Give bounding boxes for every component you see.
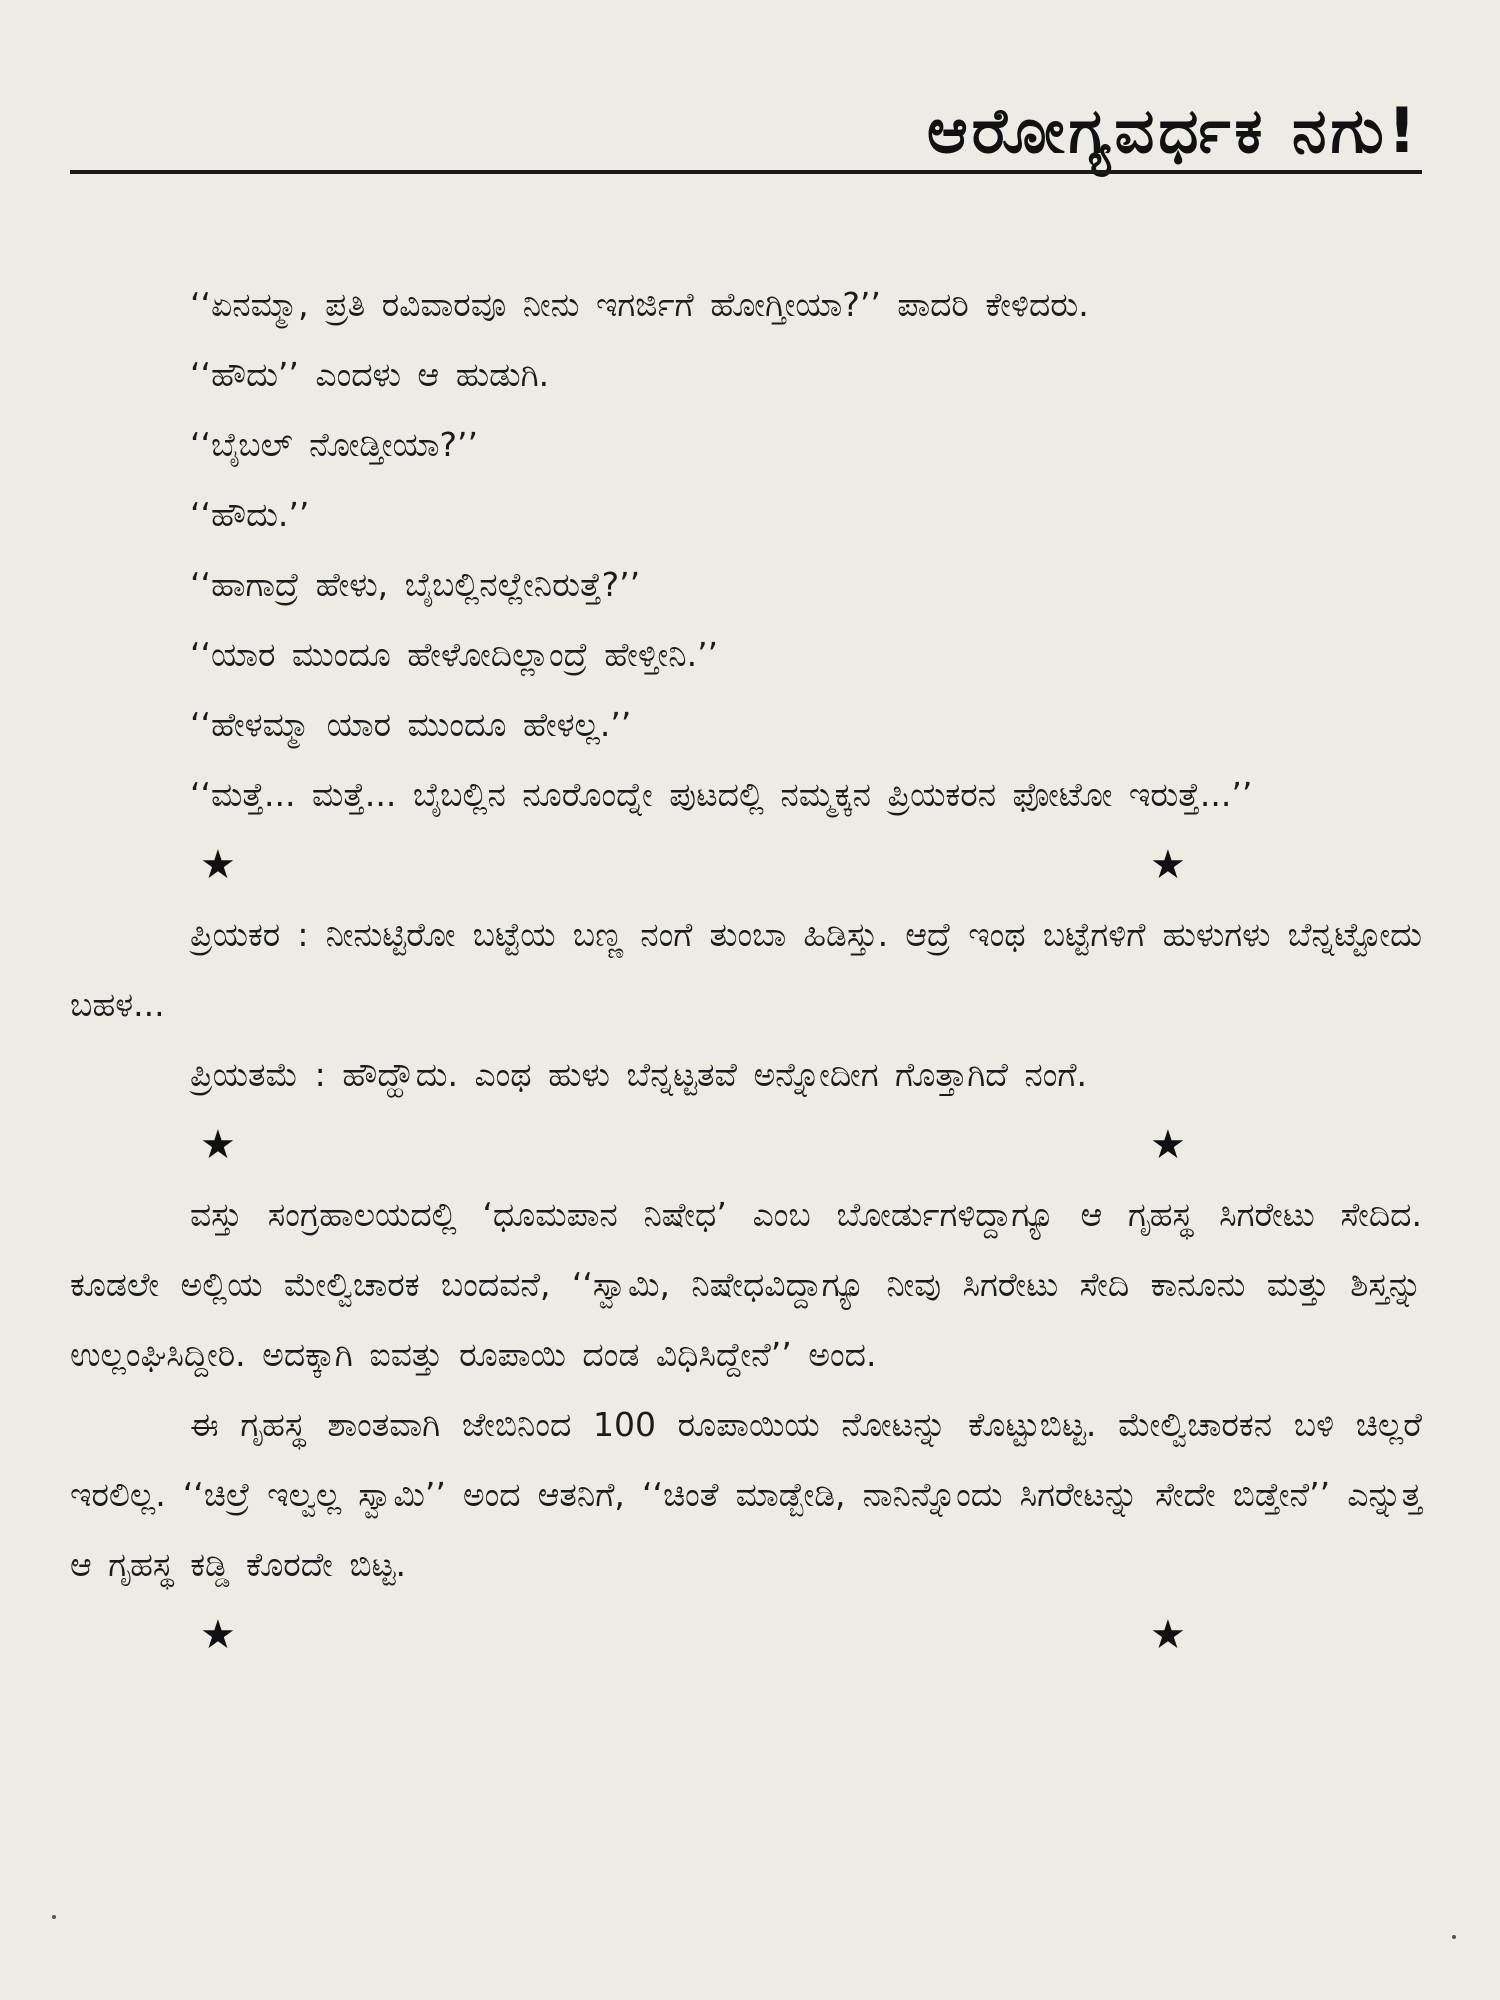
star-icon: ★ [200, 1612, 236, 1658]
section-separator-1 [70, 830, 1422, 900]
joke3-paragraph-1: ವಸ್ತು ಸಂಗ್ರಹಾಲಯದಲ್ಲಿ ‘ಧೂಮಪಾನ ನಿಷೇಧ’ ಎಂಬ ಬೋರ್ಡುಗಳಿದ್ದಾಗ್ಯೂ ಆ ಗೃಹಸ್ಥ ಸಿಗರೇಟು ಸೇದಿದ. ಕೂಡಲೇ ಅಲ್ಲಿಯ ಮೇಲ್ವಿಚಾರಕ ಬಂದವನೆ, ‘‘ಸ್ವಾಮಿ, ನಿಷೇಧವಿದ್ದಾಗ್ಯೂ ನೀವು ಸಿಗರೇಟು ಸೇದಿ ಕಾನೂನು ಮತ್ತು ಶಿಸ್ತನ್ನು ಉಲ್ಲಂಘಿಸಿದ್ದೀರಿ. ಅದಕ್ಕಾಗಿ ಐವತ್ತು ರೂಪಾಯಿ ದಂಡ ವಿಧಿಸಿದ್ದೇನೆ’’ ಅಂದ. [70, 1195, 1422, 1374]
joke1-paragraph-6: ‘‘ಯಾರ ಮುಂದೂ ಹೇಳೋದಿಲ್ಲಾಂದ್ರೆ ಹೇಳ್ತೀನಿ.’’ [190, 635, 719, 674]
joke1-paragraph-4: ‘‘ಹೌದು.’’ [190, 495, 310, 534]
joke1-paragraph-3: ‘‘ಬೈಬಲ್ ನೋಡ್ತೀಯಾ?’’ [190, 425, 478, 464]
star-icon: ★ [200, 1122, 236, 1168]
joke2-paragraph-2: ಪ್ರಿಯತಮೆ : ಹೌದ್ಹೌದು. ಎಂಥ ಹುಳು ಬೆನ್ನಟ್ಟತವೆ ಅನ್ನೋದೀಗ ಗೊತ್ತಾಗಿದೆ ನಂಗೆ. [190, 1055, 1088, 1094]
joke1-paragraph-8: ‘‘ಮತ್ತೆ... ಮತ್ತೆ... ಬೈಬಲ್ಲಿನ ನೂರೊಂದ್ನೇ ಪುಟದಲ್ಲಿ ನಮ್ಮಕ್ಕನ ಪ್ರಿಯಕರನ ಫೋಟೋ ಇರುತ್ತೆ...’’ [190, 775, 1253, 814]
joke1-paragraph-5: ‘‘ಹಾಗಾದ್ರೆ ಹೇಳು, ಬೈಬಲ್ಲಿನಲ್ಲೇನಿರುತ್ತೆ?’’ [190, 565, 641, 604]
joke1-paragraph-1: ‘‘ಏನಮ್ಮಾ, ಪ್ರತಿ ರವಿವಾರವೂ ನೀನು ಇಗರ್ಜಿಗೆ ಹೋಗ್ತೀಯಾ?’’ ಪಾದರಿ ಕೇಳಿದರು. [190, 285, 1089, 324]
star-icon: ★ [1150, 1612, 1186, 1658]
star-icon: ★ [200, 842, 236, 888]
joke2-paragraph-1: ಪ್ರಿಯಕರ : ನೀನುಟ್ಟಿರೋ ಬಟ್ಟೆಯ ಬಣ್ಣ ನಂಗೆ ತುಂಬಾ ಹಿಡಿಸ್ತು. ಆದ್ರೆ ಇಂಥ ಬಟ್ಟೆಗಳಿಗೆ ಹುಳುಗಳು ಬೆನ್ನಟ್ಟೋದು ಬಹಳ... [70, 915, 1422, 1024]
joke1-paragraph-2: ‘‘ಹೌದು’’ ಎಂದಳು ಆ ಹುಡುಗಿ. [190, 355, 550, 394]
page-title: ಆರೋಗ್ಯವರ್ಧಕ ನಗು! [926, 93, 1420, 167]
joke-section-3 [70, 1180, 1422, 1600]
joke-section-1 [70, 270, 1422, 830]
section-separator-3 [70, 1600, 1422, 1670]
star-icon: ★ [1150, 1122, 1186, 1168]
section-separator-2 [70, 1110, 1422, 1180]
joke1-paragraph-7: ‘‘ಹೇಳಮ್ಮಾ ಯಾರ ಮುಂದೂ ಹೇಳಲ್ಲ.’’ [190, 705, 632, 744]
paper-speck [1452, 1935, 1456, 1939]
paper-speck [52, 1915, 56, 1919]
title-underline [70, 170, 1422, 174]
article-body [70, 270, 1422, 1670]
star-icon: ★ [1150, 842, 1186, 888]
joke3-paragraph-2: ಈ ಗೃಹಸ್ಥ ಶಾಂತವಾಗಿ ಜೇಬಿನಿಂದ 100 ರೂಪಾಯಿಯ ನೋಟನ್ನು ಕೊಟ್ಟುಬಿಟ್ಟ. ಮೇಲ್ವಿಚಾರಕನ ಬಳಿ ಚಿಲ್ಲರೆ ಇರಲಿಲ್ಲ. ‘‘ಚಿಲ್ರೆ ಇಲ್ವಲ್ಲ ಸ್ವಾಮಿ’’ ಅಂದ ಆತನಿಗೆ, ‘‘ಚಿಂತೆ ಮಾಡ್ಬೇಡಿ, ನಾನಿನ್ನೊಂದು ಸಿಗರೇಟನ್ನು ಸೇದೇ ಬಿಡ್ತೇನೆ’’ ಎನ್ನುತ್ತ ಆ ಗೃಹಸ್ಥ ಕಡ್ಡಿ ಕೊರದೇ ಬಿಟ್ಟ. [70, 1405, 1422, 1584]
joke-section-2 [70, 900, 1422, 1110]
